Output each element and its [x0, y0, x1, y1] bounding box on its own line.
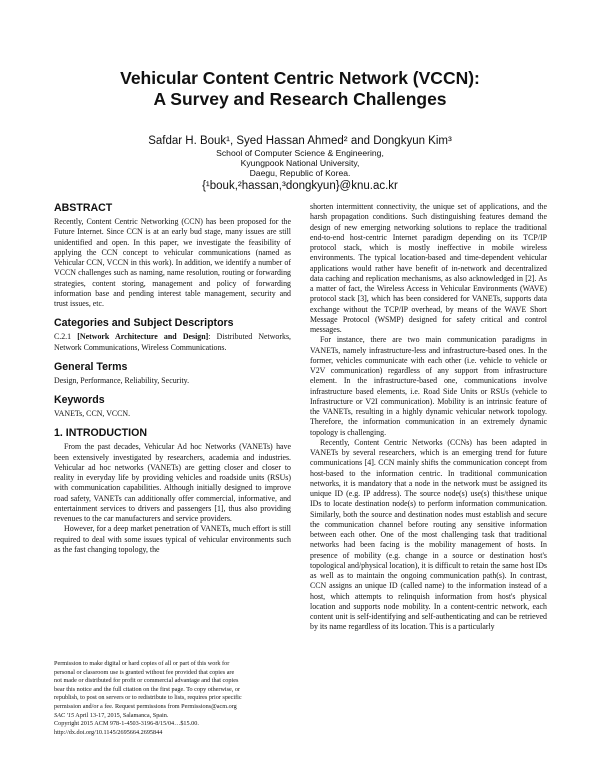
author-email: {¹bouk,²hassan,³dongkyun}@knu.ac.kr [202, 180, 398, 192]
affiliation-line: School of Computer Science & Engineering, [216, 148, 384, 158]
intro-paragraph-2: However, for a deep market penetration of VANETs, much effort is still required to deal with some issues typical of vehicular environments such as the fast changing topology, the [54, 524, 291, 554]
permission-line: permission and/or a fee. Request permissions from Permissions@acm.org [54, 702, 237, 710]
left-column [54, 202, 291, 555]
affiliation-line: Daegu, Republic of Korea. [249, 168, 351, 178]
title-line-2: A Survey and Research Challenges [153, 89, 447, 109]
right-paragraph-0: shorten intermittent connectivity, the unique set of applications, and the harsh propagation conditions. Such distinguishing features demand the design of new emerging networking solutions to replace the traditional end-to-end host-centric Internet paradigm depending on its TCP/IP protocol stack, which is mostly ineffective in mobile wireless environments. The typical location-based and time-dependent vehicular applications would rather have benefit of in-network and decentralized data caching and replication mechanisms, as also acknowledged in [2]. As a matter of fact, the Wireless Access in Vehicular Environments (WAVE) protocol stack [3], which has been considered for VANETs, supports data exchange without the TCP/IP overhead, by means of the WAVE Short Message Protocol (WSMP) designed for safety critical and control messages. [310, 202, 547, 334]
title-line-1: Vehicular Content Centric Network (VCCN): [120, 68, 480, 88]
intro-paragraph-1: From the past decades, Vehicular Ad hoc Networks (VANETs) have been extensively investigated by researchers, academia and industries. Vehicular ad hoc networks (VANETs) are getting closer and closer to reality in everyday life by providing vehicles and roadside units (RSUs) with communication capabilities. Although initially designed to improve road safety, VANETs can additionally offer commercial, informative, and entertainment services to drivers and passengers [1], thus also providing revenues to the car manufacturers and service providers. [54, 442, 291, 523]
right-paragraph-1: For instance, there are two main communication paradigms in VANETs, namely infrastructure-less and infrastructure-based ones. In the former, vehicles communicate with each other (i.e. vehicle to vehicle or V2V communication) regardless of any support from infrastructure element. In the infrastructure-based one, communications involve infrastructure based elements, i.e. Road Side Units or RSUs (vehicle to Infrastructure or V2I communication). Mobility is an intrinsic feature of the VANETs, resulting in a highly dynamic vehicular network topology. Therefore, the information communication in an extremely dynamic topology is challenging. [310, 335, 547, 437]
permission-line: Permission to make digital or hard copies of all or part of this work for [54, 660, 230, 667]
keywords-text: VANETs, CCN, VCCN. [54, 409, 131, 418]
general-terms-text: Design, Performance, Reliability, Security. [54, 375, 190, 385]
categories-rest: : Distributed Networks, Network Communications, Wireless Communications. [54, 332, 291, 352]
copyright-line: Copyright 2015 ACM 978-1-4503-3196-8/15/04…$15.00. [54, 720, 199, 728]
right-column [310, 202, 547, 633]
categories-bold: [Network Architecture and Design] [77, 332, 209, 342]
permission-footnote [54, 660, 291, 737]
affiliation [0, 148, 600, 194]
introduction-heading: 1. INTRODUCTION [54, 427, 147, 440]
permission-line: not made or distributed for profit or commercial advantage and that copies [54, 677, 239, 685]
abstract-heading: ABSTRACT [54, 202, 113, 214]
categories-heading: Categories and Subject Descriptors [54, 317, 234, 330]
abstract-text: Recently, Content Centric Networking (CCN) has been proposed for the Future Internet. Since CCN is at an early bud stage, many issues are still unidentified and open. In this paper, we investigate the feasibility of applying the CCN concept to vehicular communications (named as Vehicular CCN, VCCN in this work). In addition, we identify a number of VCCN challenges such as naming, name resolution, routing or forwarding strategies, content storing, management and policy of forwarding information base and pending interest table management, security and trust issues, etc. [54, 217, 291, 308]
paper-title [0, 68, 600, 110]
conference-details: April 13-17, 2015, Salamanca, Spain. [74, 711, 169, 719]
conference-name: SAC '15 [54, 711, 75, 719]
permission-line: bear this notice and the full citation on the first page. To copy otherwise, or [54, 685, 241, 693]
right-paragraph-2: Recently, Content Centric Networks (CCNs) has been adapted in VANETs by several researchers, which is an emerging trend for future communications [4]. CCN mainly shifts the communication concept from host-based to the information centric. In traditional communication networks, it is mandatory that a node in the network must be assigned its unique ID (e.g. IP address). The source node(s) use(s) this/these unique IDs to locate destination node(s) to perform information communication. Similarly, both the source and destination nodes must establish and secure the communication channel before routing any sensitive information between each other. One of the most challenging task that traditional networks had been facing is the mobility management of hosts. In presence of mobility (e.g. change in a source or destination host's topological and/physical location), it is difficult to retain the same host IDs as well as to maintain the ongoing communication path(s). In contrast, CCN assigns an unique ID (called name) to the information instead of a host, which attempts to relinquish information from host's physical location and supports node mobility. In a content-centric network, each content unit is self-identifying and self-authenticating and can be retrieved by its name regardless of its location. This is a particularly [310, 437, 547, 632]
keywords-heading: Keywords [54, 394, 105, 406]
permission-line: republish, to post on servers or to redistribute to lists, requires prior specific [54, 694, 242, 702]
affiliation-line: Kyungpook National University, [240, 158, 360, 168]
categories-text [54, 332, 291, 353]
doi-link[interactable]: http://dx.doi.org/10.1145/2695664.2695844 [54, 728, 163, 736]
conference-line [54, 712, 291, 721]
author-list: Safdar H. Bouk¹, Syed Hassan Ahmed² and Dongkyun Kim³ [148, 135, 452, 147]
general-terms-heading: General Terms [54, 360, 128, 373]
categories-code: C.2.1 [54, 332, 78, 342]
permission-line: personal or classroom use is granted without fee provided that copies are [54, 668, 235, 676]
